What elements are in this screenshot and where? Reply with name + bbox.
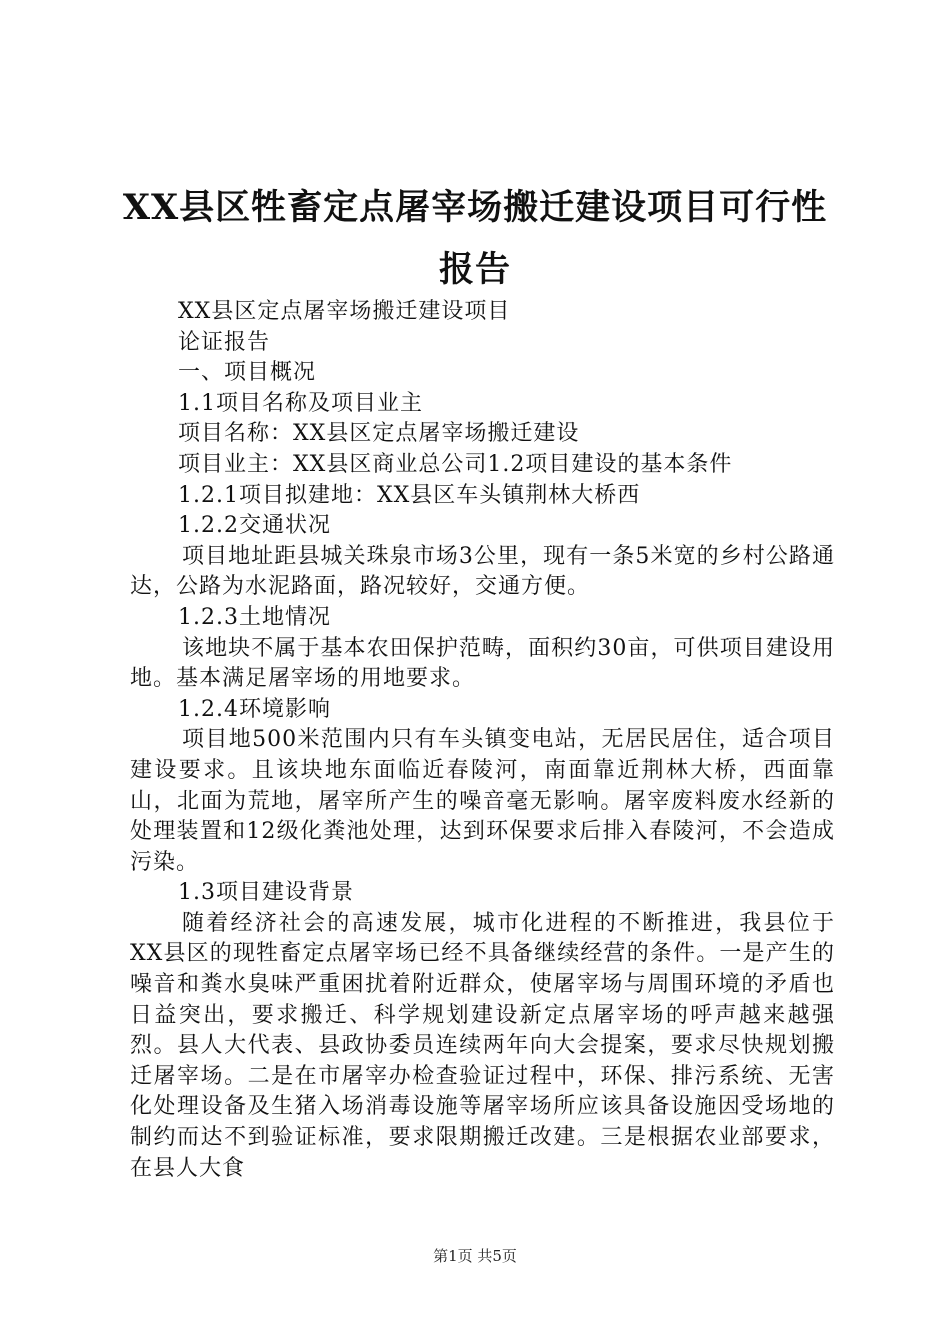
subtitle-line-2: 论证报告 [178,329,271,355]
document-title-line-1: XX县区牲畜定点屠宰场搬迁建设项目可行性 [122,187,828,228]
project-owner-line: 项目业主：XX县区商业总公司1.2项目建设的基本条件 [178,451,733,477]
document-title-line-2: 报告 [438,249,511,290]
section-heading: 一、项目概况 [178,360,317,386]
paragraph: 项目地500米范围内只有车头镇变电站，无居民居住，适合项目建设要求。且该块地东面临近春陵河，南面靠近荆林大桥，西面靠山，北面为荒地，屠宰所产生的噪音毫无影响。屠宰废料废水经新的处理装置和12级化粪池处理，达到环保要求后排入春陵河，不会造成污染。 [130,727,835,875]
subsection-heading: 1.3项目建设背景 [178,880,354,906]
project-name-line: 项目名称：XX县区定点屠宰场搬迁建设 [178,421,580,447]
subtitle-line-1: XX县区定点屠宰场搬迁建设项目 [178,299,511,324]
paragraph: 该地块不属于基本农田保护范畴，面积约30亩，可供项目建设用地。基本满足屠宰场的用地要求。 [130,635,835,692]
subsection-heading: 1.2.4环境影响 [178,696,331,722]
page-footer: 第1页 共5页 [433,1247,517,1265]
paragraph: 随着经济社会的高速发展，城市化进程的不断推进，我县位于XX县区的现牲畜定点屠宰场已经不具备继续经营的条件。一是产生的噪音和粪水臭味严重困扰着附近群众，使屠宰场与周围环境的矛盾也日益突出，要求搬迁、科学规划建设新定点屠宰场的呼声越来越强烈。县人大代表、县政协委员连续两年向大会提案，要求尽快规划搬迁屠宰场。二是在市屠宰办检查验证过程中，环保、排污系统、无害化处理设备及生猪入场消毒设施等屠宰场所应该具备设施因受场地的制约而达不到验证标准，要求限期搬迁改建。三是根据农业部要求，在县人大食 [130,910,835,1181]
subsection-heading: 1.2.2交通状况 [178,513,331,539]
document-body [130,297,835,1184]
subsection-heading: 1.1项目名称及项目业主 [178,390,423,416]
paragraph: 项目地址距县城关珠泉市场3公里，现有一条5米宽的乡村公路通达，公路为水泥路面，路况较好，交通方便。 [130,543,835,600]
project-site-line: 1.2.1项目拟建地：XX县区车头镇荆林大桥西 [178,482,641,508]
subsection-heading: 1.2.3土地情况 [178,604,331,630]
